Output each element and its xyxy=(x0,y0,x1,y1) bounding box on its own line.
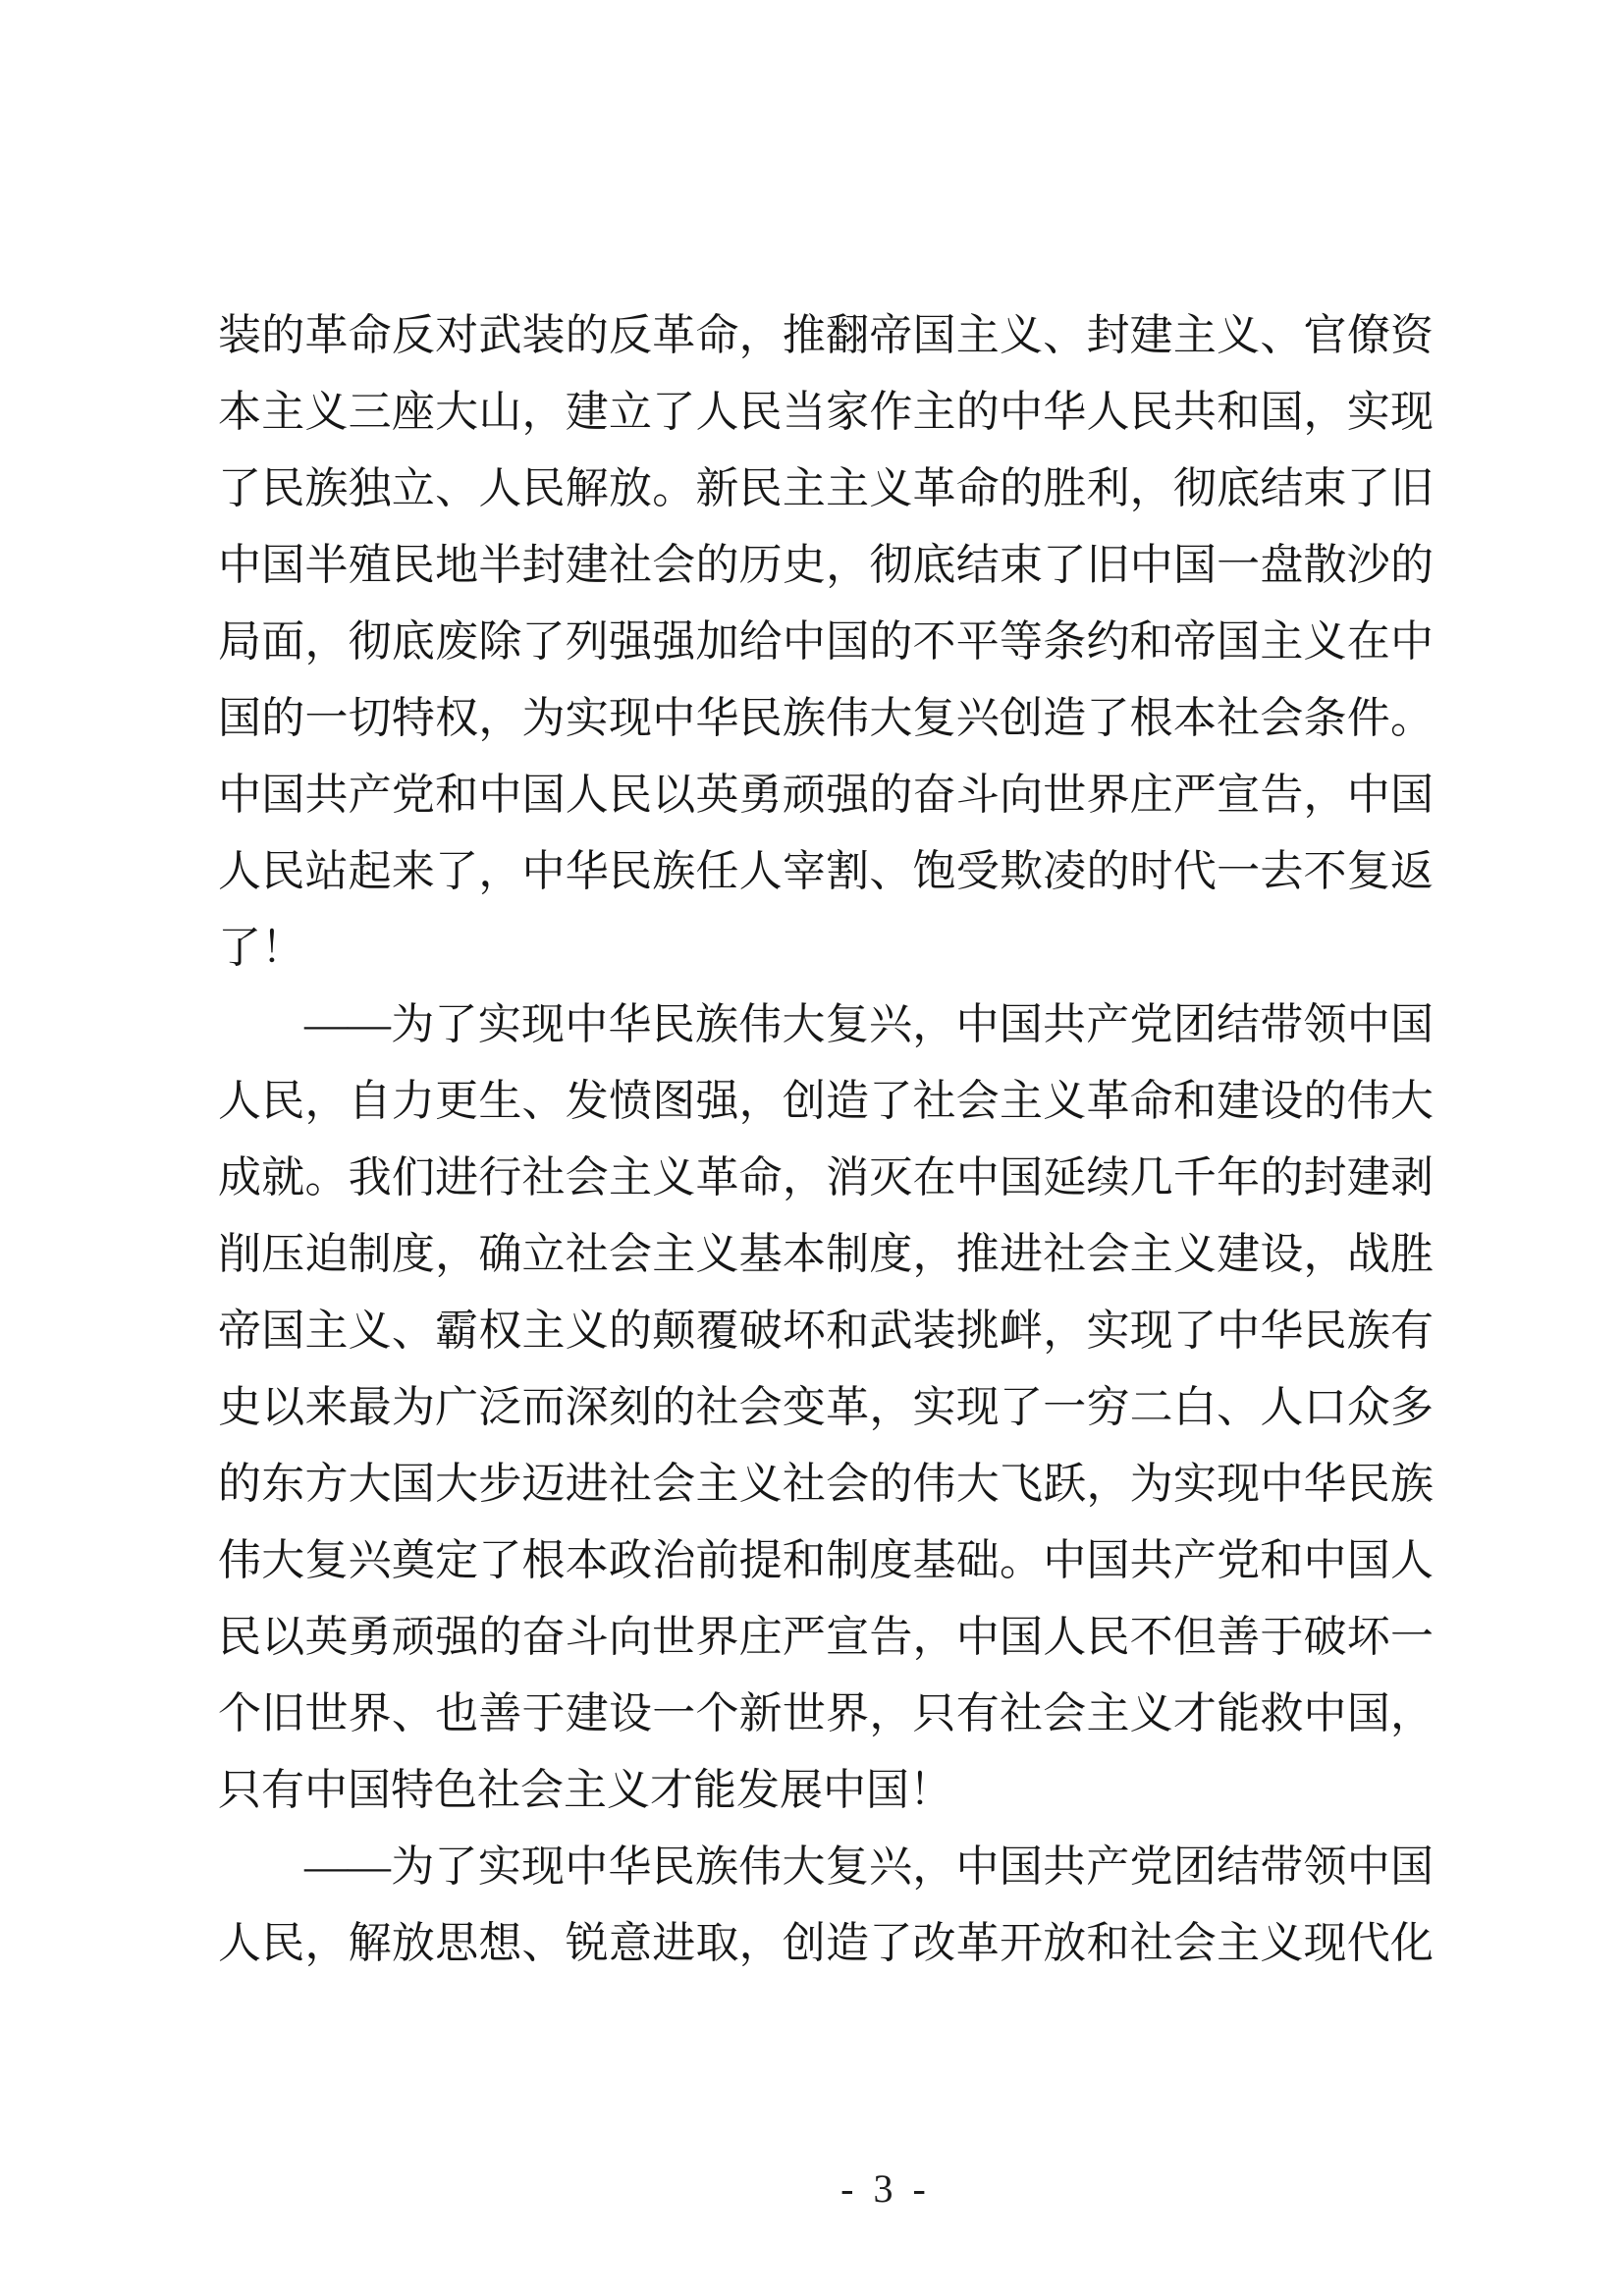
text-line: 人民，自力更生、发愤图强，创造了社会主义革命和建设的伟大 xyxy=(218,1077,1434,1125)
text-line: 人民，解放思想、锐意进取，创造了改革开放和社会主义现代化 xyxy=(218,1919,1434,1967)
text-line: 帝国主义、霸权主义的颠覆破坏和武装挑衅，实现了中华民族有 xyxy=(218,1307,1434,1355)
text-line: 局面，彻底废除了列强强加给中国的不平等条约和帝国主义在中 xyxy=(218,617,1434,666)
text-line: 本主义三座大山，建立了人民当家作主的中华人民共和国，实现 xyxy=(218,388,1434,436)
text-line: 伟大复兴奠定了根本政治前提和制度基础。中国共产党和中国人 xyxy=(218,1536,1434,1584)
page-footer xyxy=(782,2101,931,2277)
text-line: 成就。我们进行社会主义革命，消灭在中国延续几千年的封建剥 xyxy=(218,1153,1434,1201)
text-line: 的东方大国大步迈进社会主义社会的伟大飞跃，为实现中华民族 xyxy=(218,1460,1434,1508)
text-line: 人民站起来了，中华民族任人宰割、饱受欺凌的时代一去不复返 xyxy=(218,847,1434,895)
text-line: 史以来最为广泛而深刻的社会变革，实现了一穷二白、人口众多 xyxy=(218,1383,1434,1431)
text-line: 了！ xyxy=(218,924,304,972)
text-line: 个旧世界、也善于建设一个新世界，只有社会主义才能救中国， xyxy=(218,1689,1434,1737)
text-line: 民以英勇顽强的奋斗向世界庄严宣告，中国人民不但善于破坏一 xyxy=(218,1613,1434,1661)
text-line: 中国共产党和中国人民以英勇顽强的奋斗向世界庄严宣告，中国 xyxy=(218,771,1434,819)
document-body xyxy=(218,297,1434,1982)
text-line: 了民族独立、人民解放。新民主主义革命的胜利，彻底结束了旧 xyxy=(218,464,1434,512)
text-line: 只有中国特色社会主义才能发展中国！ xyxy=(218,1766,952,1814)
text-line: ——为了实现中华民族伟大复兴，中国共产党团结带领中国 xyxy=(304,1842,1434,1891)
text-line: 中国半殖民地半封建社会的历史，彻底结束了旧中国一盘散沙的 xyxy=(218,541,1434,589)
page-number: - 3 - xyxy=(840,2166,931,2211)
text-line: 装的革命反对武装的反革命，推翻帝国主义、封建主义、官僚资 xyxy=(218,311,1434,359)
text-line: 削压迫制度，确立社会主义基本制度，推进社会主义建设，战胜 xyxy=(218,1230,1434,1278)
text-line: ——为了实现中华民族伟大复兴，中国共产党团结带领中国 xyxy=(304,1000,1434,1048)
text-line: 国的一切特权，为实现中华民族伟大复兴创造了根本社会条件。 xyxy=(218,694,1434,742)
